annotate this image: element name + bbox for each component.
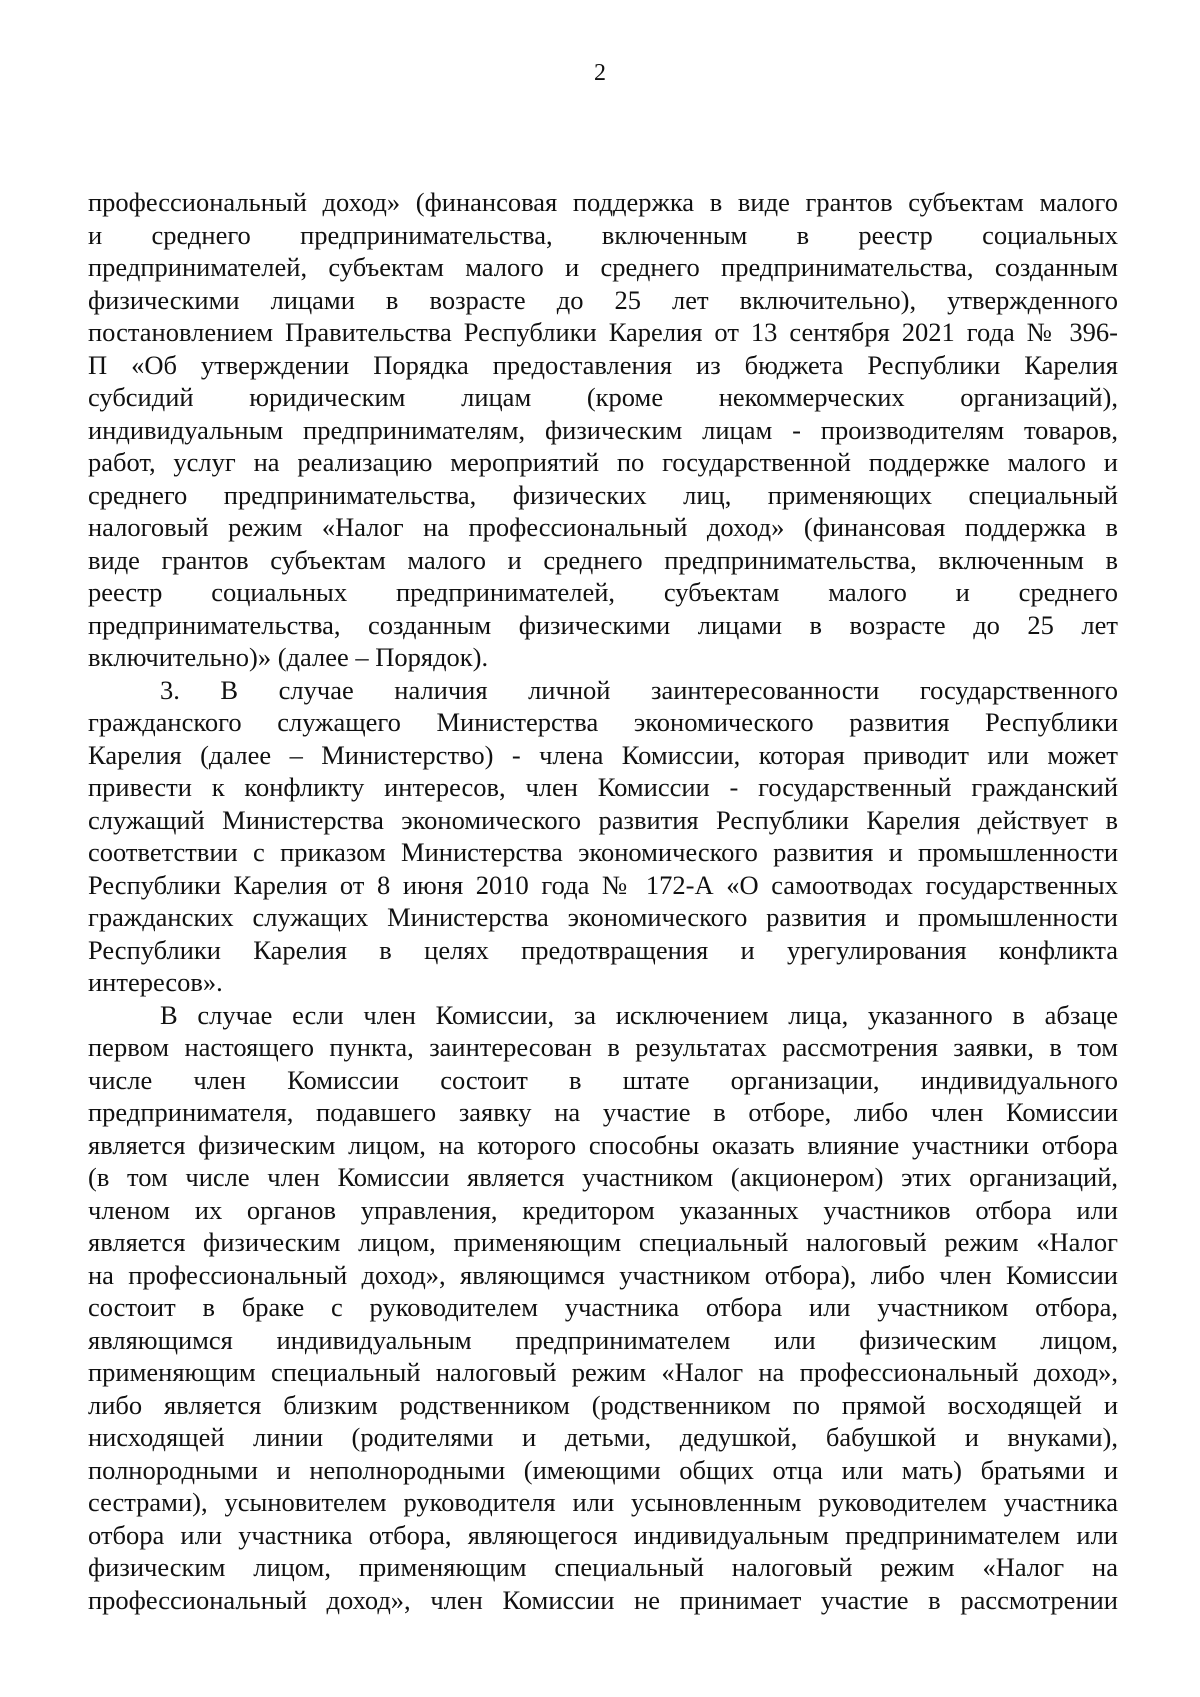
text-line: Республики Карелия в целях предотвращения и урегулирования конфликта <box>88 934 1118 965</box>
text-line: физическим лицом, применяющим специальный налоговый режим «Налог на <box>88 1552 1118 1582</box>
text-line: профессиональный доход», член Комиссии не принимает участие в рассмотрении <box>88 1584 1118 1615</box>
text-line: либо является близким родственником (родственником по прямой восходящей и <box>88 1389 1118 1420</box>
text-line: индивидуальным предпринимателям, физическим лицам - производителям товаров, <box>88 414 1118 445</box>
text-line: членом их органов управления, кредитором указанных участников отбора или <box>88 1194 1118 1225</box>
text-line: служащий Министерства экономического развития Республики Карелия действует в <box>88 804 1118 835</box>
text-line: сестрами), усыновителем руководителя или усыновленным руководителем участника <box>88 1487 1118 1517</box>
text-line: привести к конфликту интересов, член Комиссии - государственный гражданский <box>88 772 1118 802</box>
text-line: интересов». <box>88 967 223 997</box>
text-line: первом настоящего пункта, заинтересован в результатах рассмотрения заявки, в том <box>88 1032 1118 1062</box>
text-line: работ, услуг на реализацию мероприятий по государственной поддержке малого и <box>88 447 1118 477</box>
text-line: (в том числе член Комиссии является участником (акционером) этих организаций, <box>88 1162 1118 1192</box>
text-line: на профессиональный доход», являющимся участником отбора), либо член Комиссии <box>88 1259 1118 1290</box>
text-line: полнородными и неполнородными (имеющими общих отца или мать) братьями и <box>88 1454 1118 1485</box>
document-body <box>88 186 1118 1616</box>
text-line: постановлением Правительства Республики Карелия от 13 сентября 2021 года № 396- <box>88 317 1118 347</box>
text-line: среднего предпринимательства, физических лиц, применяющих специальный <box>88 479 1118 510</box>
text-line: является физическим лицом, на которого способны оказать влияние участники отбора <box>88 1129 1118 1160</box>
text-line: Республики Карелия от 8 июня 2010 года № 172-А «О самоотводах государственных <box>88 869 1118 900</box>
text-line: профессиональный доход» (финансовая поддержка в виде грантов субъектам малого <box>88 187 1118 217</box>
text-line: П «Об утверждении Порядка предоставления из бюджета Республики Карелия <box>88 349 1118 380</box>
page-number: 2 <box>594 60 606 86</box>
text-line: и среднего предпринимательства, включенным в реестр социальных <box>88 219 1118 250</box>
text-line: отбора или участника отбора, являющегося индивидуальным предпринимателем или <box>88 1519 1118 1550</box>
text-line: применяющим специальный налоговый режим «Налог на профессиональный доход», <box>88 1357 1118 1387</box>
text-line: виде грантов субъектам малого и среднего предпринимательства, включенным в <box>88 544 1118 575</box>
text-line: гражданских служащих Министерства экономического развития и промышленности <box>88 902 1118 932</box>
text-line: субсидий юридическим лицам (кроме некоммерческих организаций), <box>88 382 1118 412</box>
text-line: предпринимателя, подавшего заявку на участие в отборе, либо член Комиссии <box>88 1097 1118 1127</box>
paragraph-start-line: 3. В случае наличия личной заинтересованности государственного <box>160 674 1118 705</box>
text-line: реестр социальных предпринимателей, субъектам малого и среднего <box>88 577 1118 607</box>
text-line: является физическим лицом, применяющим специальный налоговый режим «Налог <box>88 1227 1118 1257</box>
text-line: гражданского служащего Министерства экономического развития Республики <box>88 707 1118 737</box>
text-line: Карелия (далее – Министерство) - члена Комиссии, которая приводит или может <box>88 739 1118 770</box>
text-line: нисходящей линии (родителями и детьми, дедушкой, бабушкой и внуками), <box>88 1422 1118 1452</box>
text-line: предпринимателей, субъектам малого и среднего предпринимательства, созданным <box>88 252 1118 282</box>
text-line: соответствии с приказом Министерства экономического развития и промышленности <box>88 837 1118 867</box>
text-line: предпринимательства, созданным физическими лицами в возрасте до 25 лет <box>88 609 1118 640</box>
text-line: состоит в браке с руководителем участника отбора или участником отбора, <box>88 1292 1118 1322</box>
text-line: числе член Комиссии состоит в штате организации, индивидуального <box>88 1064 1118 1095</box>
text-line: являющимся индивидуальным предпринимателем или физическим лицом, <box>88 1324 1118 1355</box>
text-line: налоговый режим «Налог на профессиональный доход» (финансовая поддержка в <box>88 512 1118 542</box>
text-line: включительно)» (далее – Порядок). <box>88 642 489 672</box>
paragraph-start-line: В случае если член Комиссии, за исключением лица, указанного в абзаце <box>160 999 1118 1030</box>
text-line: физическими лицами в возрасте до 25 лет включительно), утвержденного <box>88 284 1118 315</box>
